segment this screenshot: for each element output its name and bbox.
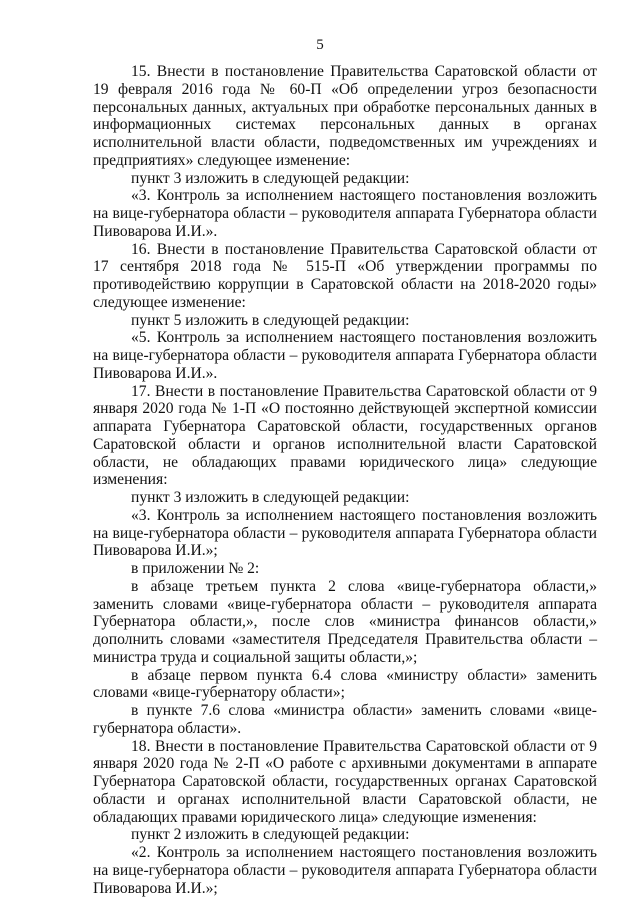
paragraph-18-instruction: пункт 2 изложить в следующей редакции: bbox=[131, 826, 410, 844]
paragraph-17-appendix: в приложении № 2: bbox=[131, 560, 260, 577]
paragraph-15-instruction: пункт 3 изложить в следующей редакции: bbox=[131, 169, 410, 187]
paragraph-18-new-text: «2. Контроль за исполнением настоящего постановления возложить на вице-губернатора области – руководителя аппарата Губернатора области Пивоварова И.И.»; bbox=[93, 844, 597, 897]
paragraph-15-intro: 15. Внести в постановление Правительства Саратовской области от 19 февраля 2016 года № 60-П «Об определении угроз безопасности персональных данных, актуальных при обработке персональных данных в информационных системах персональных данных в органах исполнительной власти области, подведомственных им учреждениях и предприятиях» следующее изменение: bbox=[93, 63, 597, 169]
paragraph-16-instruction: пункт 5 изложить в следующей редакции: bbox=[131, 311, 410, 329]
paragraph-17-instruction: пункт 3 изложить в следующей редакции: bbox=[131, 489, 410, 506]
paragraph-17-new-text: «3. Контроль за исполнением настоящего постановления возложить на вице-губернатора области – руководителя аппарата Губернатора области Пивоварова И.И.»; bbox=[93, 506, 597, 560]
paragraph-15-new-text: «3. Контроль за исполнением настоящего постановления возложить на вице-губернатора области – руководителя аппарата Губернатора области Пивоварова И.И.». bbox=[93, 187, 597, 240]
paragraph-16-new-text: «5. Контроль за исполнением настоящего постановления возложить на вице-губернатора области – руководителя аппарата Губернатора области Пивоварова И.И.». bbox=[93, 329, 597, 382]
paragraph-16-intro: 16. Внести в постановление Правительства Саратовской области от 17 сентября 2018 года № 515-П «Об утверждении программы по противодействию коррупции в Саратовской области на 2018-2020 годы» следующее изменение: bbox=[93, 240, 597, 311]
paragraph-17-item-7-6: в пункте 7.6 слова «министра области» заменить словами «вице-губернатора области». bbox=[93, 702, 597, 737]
page-number: 5 bbox=[316, 37, 324, 53]
document-body bbox=[93, 63, 597, 897]
paragraph-17-item-2: в абзаце третьем пункта 2 слова «вице-губернатора области,» заменить словами «вице-губернатора области – руководителя аппарата Губернатора области,», после слов «министра финансов области,» дополнить словами «заместителя Председателя Правительства области – министра труда и социальной защиты области,»; bbox=[93, 577, 597, 666]
paragraph-17-item-6-4: в абзаце первом пункта 6.4 слова «министру области» заменить словами «вице-губернатору области»; bbox=[93, 666, 597, 702]
paragraph-18-intro: 18. Внести в постановление Правительства Саратовской области от 9 января 2020 года № 2-П «О работе с архивными документами в аппарате Губернатора Саратовской области, государственных органах Саратовской области и органах исполнительной власти Саратовской области, не обладающих правами юридического лица» следующие изменения: bbox=[93, 737, 597, 826]
paragraph-17-intro: 17. Внести в постановление Правительства Саратовской области от 9 января 2020 года № 1-П «О постоянно действующей экспертной комиссии аппарата Губернатора Саратовской области, государственных органов Саратовской области и органов исполнительной власти Саратовской области, не обладающих правами юридического лица» следующие изменения: bbox=[93, 382, 597, 489]
